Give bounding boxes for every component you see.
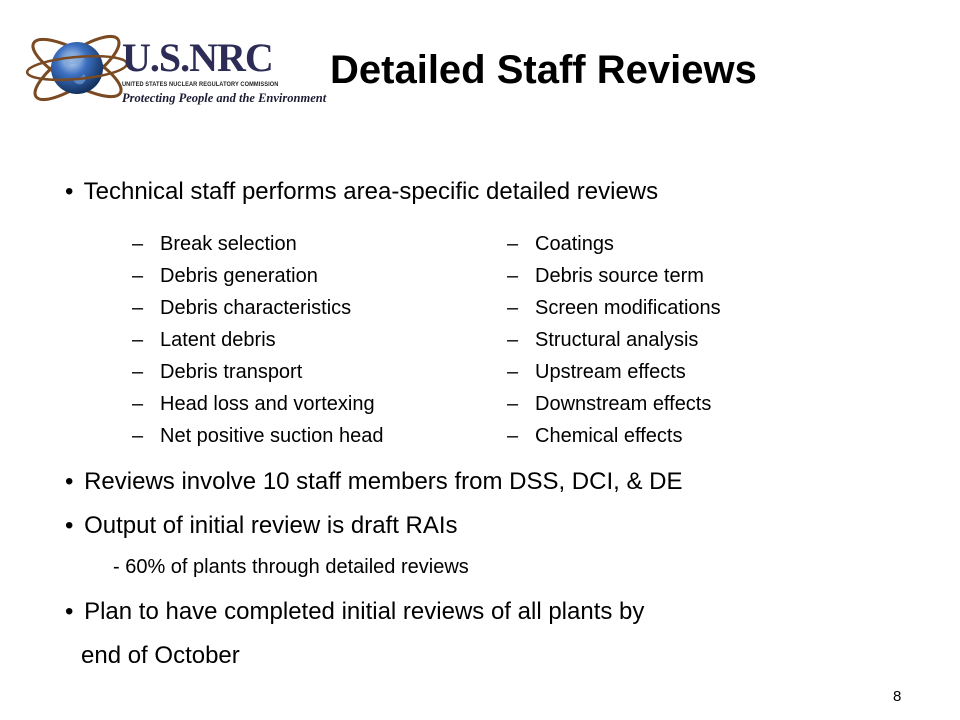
list-item: – Coatings — [507, 233, 614, 255]
list-item: – Debris source term — [507, 265, 704, 287]
list-item: – Break selection — [132, 233, 297, 255]
list-item: – Latent debris — [132, 329, 276, 351]
slide-title: Detailed Staff Reviews — [330, 48, 757, 92]
bullet-marker: • — [65, 598, 74, 625]
logo-wordmark: U.S.NRC — [122, 35, 273, 80]
bullet-reviews-involve — [65, 468, 682, 496]
list-item: – Net positive suction head — [132, 425, 384, 447]
logo-tagline: Protecting People and the Environment — [122, 91, 327, 105]
page-number: 8 — [893, 688, 902, 705]
nrc-logo — [22, 18, 327, 118]
list-item: – Debris transport — [132, 361, 303, 383]
list-item: – Downstream effects — [507, 393, 712, 415]
bullet-marker: • — [65, 178, 74, 205]
bullet-continuation-text: end of October — [81, 642, 240, 669]
bullet-text: Reviews involve 10 staff members from DSS, DCI, & DE — [84, 468, 683, 495]
bullet-output-initial-review — [65, 512, 458, 540]
bullet-text: Technical staff performs area-specific detailed reviews — [83, 178, 659, 205]
sub-note-percent-plants: - 60% of plants through detailed reviews — [113, 556, 469, 578]
list-item: – Debris generation — [132, 265, 318, 287]
list-item: – Debris characteristics — [132, 297, 352, 319]
atom-globe-icon — [22, 18, 132, 118]
bullet-plan-completion — [65, 598, 644, 626]
logo-subtitle: UNITED STATES NUCLEAR REGULATORY COMMISSION — [122, 81, 279, 88]
bullet-text: Output of initial review is draft RAIs — [84, 512, 458, 539]
bullet-technical-staff — [65, 178, 658, 206]
review-areas-right-list — [507, 228, 721, 452]
list-item: – Structural analysis — [507, 329, 699, 351]
list-item: – Upstream effects — [507, 361, 686, 383]
bullet-text: Plan to have completed initial reviews of all plants by — [84, 598, 645, 625]
list-item: – Screen modifications — [507, 297, 721, 319]
bullet-marker: • — [65, 468, 74, 495]
bullet-marker: • — [65, 512, 74, 539]
review-areas-left-list — [132, 228, 383, 452]
list-item: – Head loss and vortexing — [132, 393, 375, 415]
list-item: – Chemical effects — [507, 425, 683, 447]
